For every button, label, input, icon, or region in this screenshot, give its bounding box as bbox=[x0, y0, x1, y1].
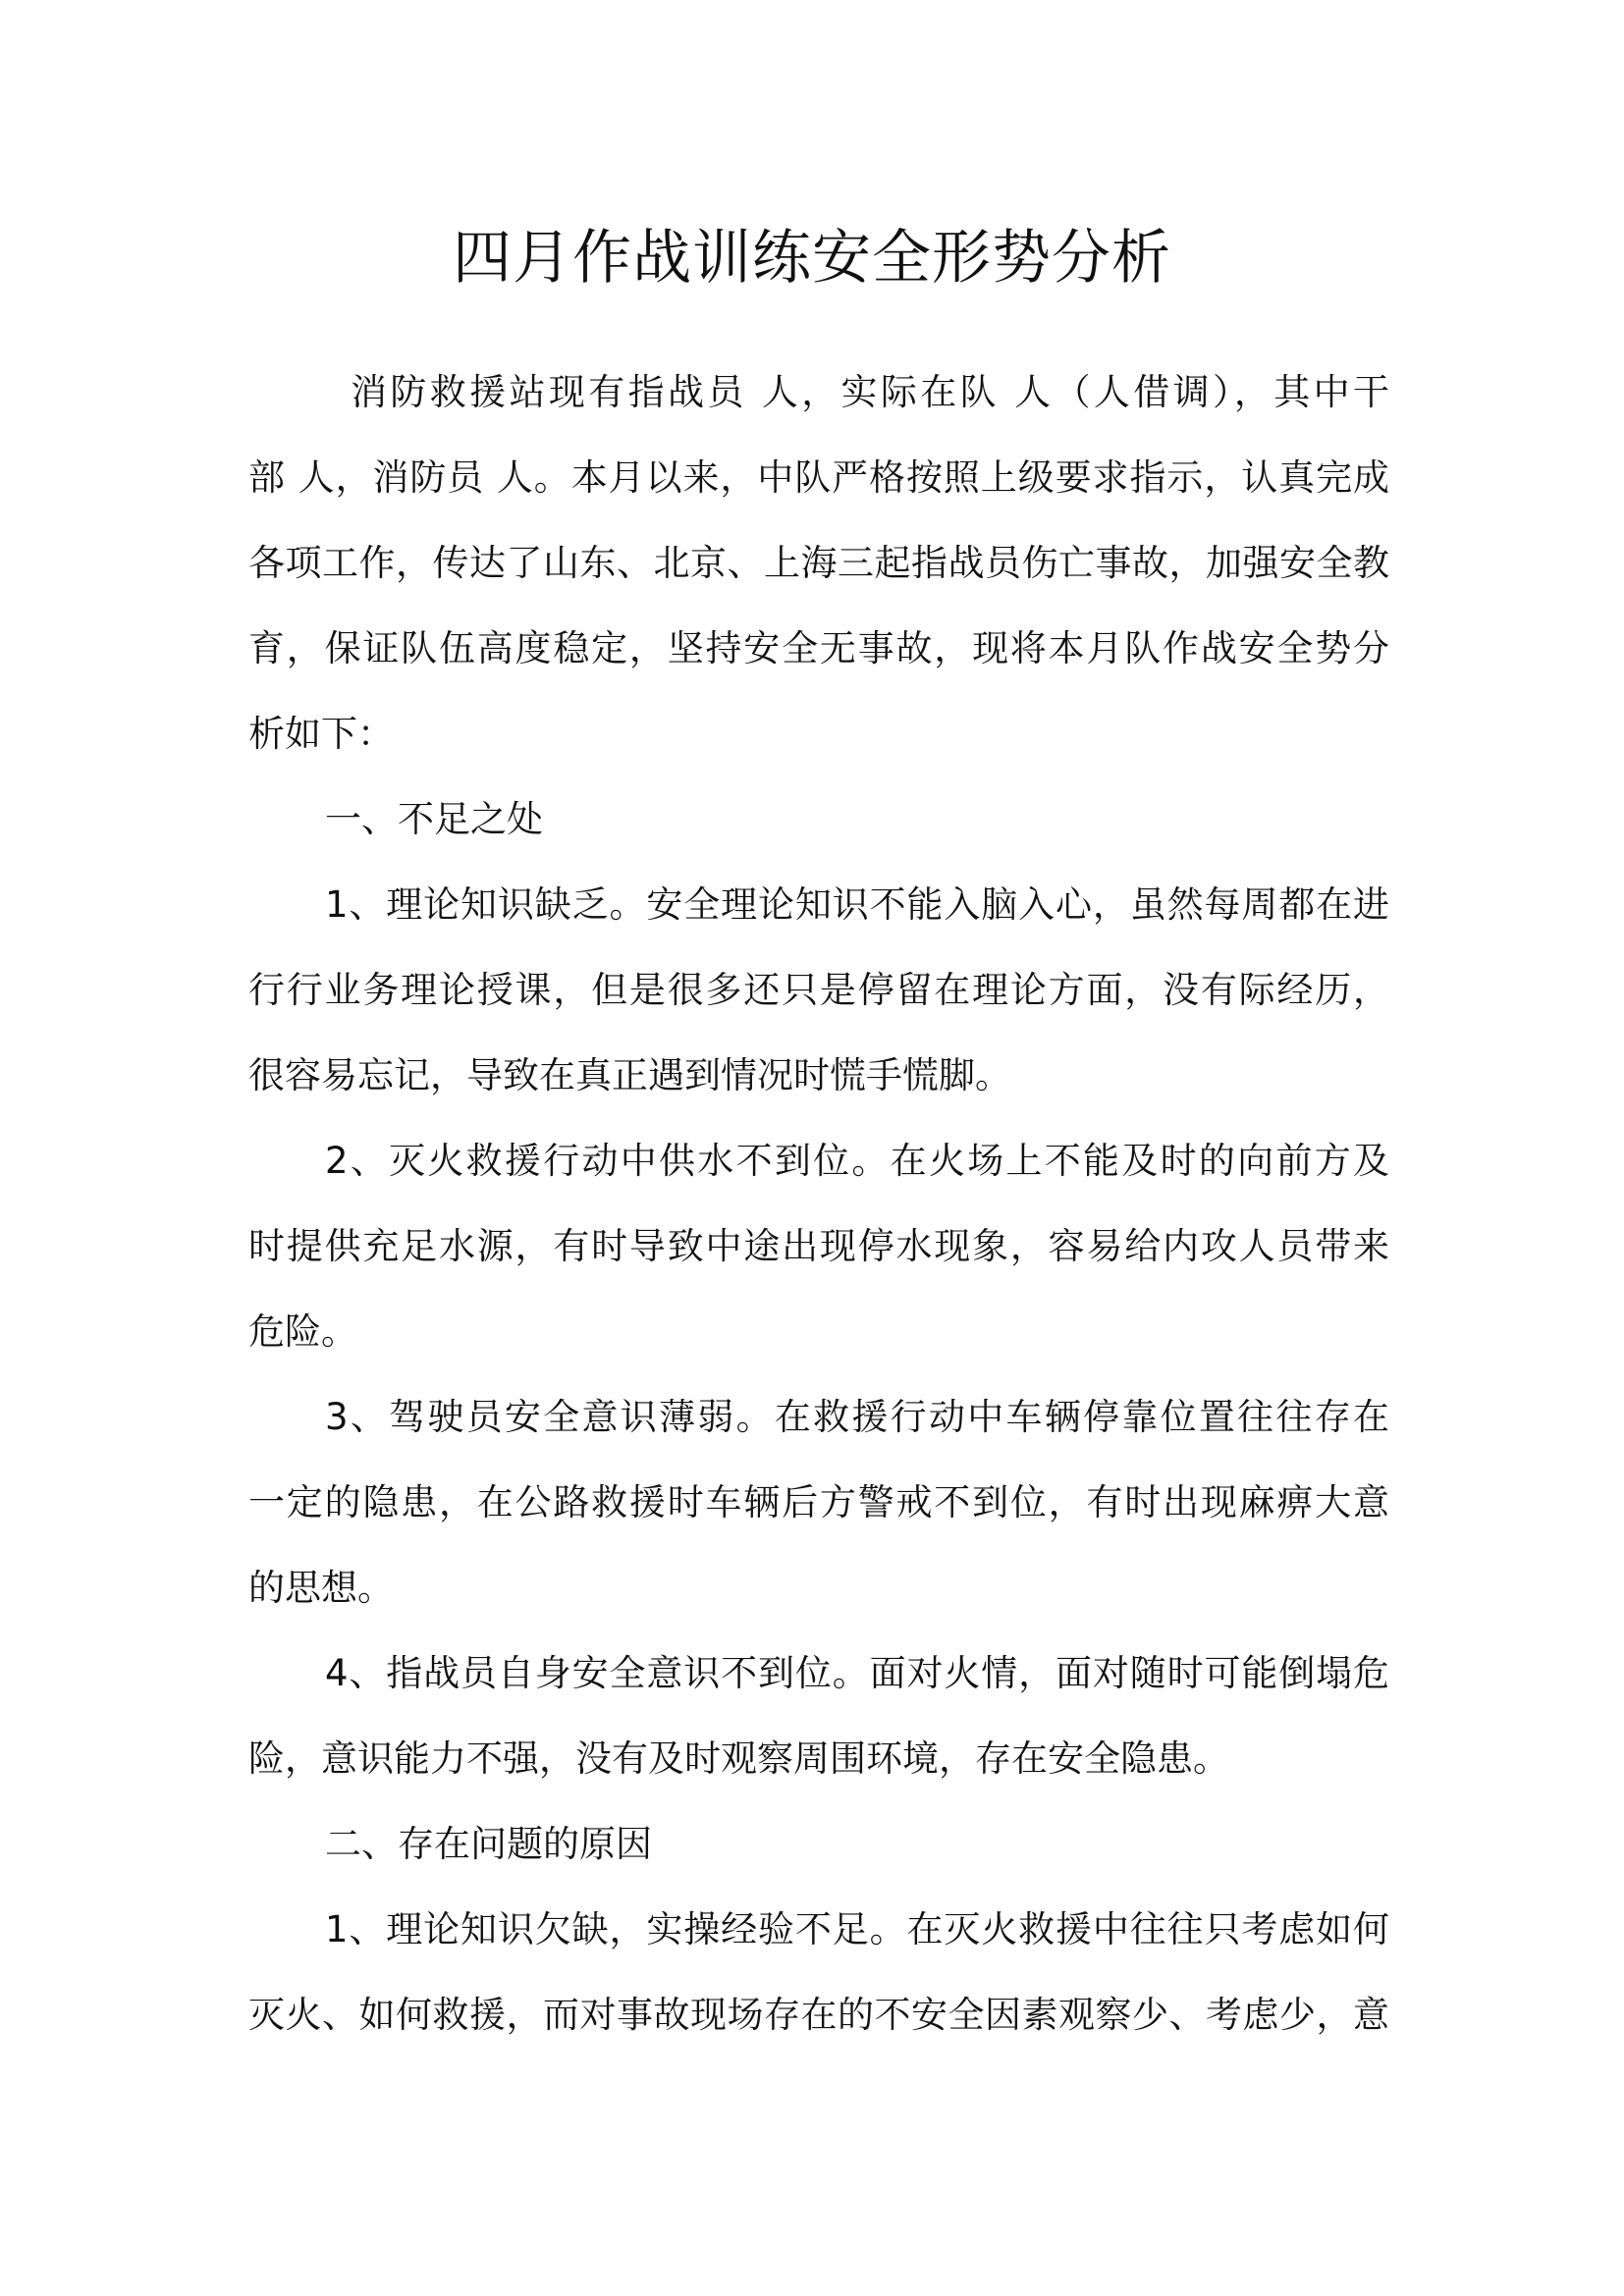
paragraph-line: 的思想。 bbox=[248, 1567, 394, 1609]
paragraph-line: 3、驾驶员安全意识薄弱。在救援行动中车辆停靠位置往往存在 bbox=[325, 1396, 1389, 1438]
document-body bbox=[248, 349, 1389, 2057]
paragraph-line: 行行业务理论授课，但是很多还只是停留在理论方面，没有际经历， bbox=[248, 969, 1389, 1011]
paragraph-line: 消防救援站现有指战员 人，实际在队 人（人借调），其中干 bbox=[351, 371, 1389, 413]
paragraph-line: 危险。 bbox=[248, 1310, 357, 1353]
paragraph-line: 灭火、如何救援，而对事故现场存在的不安全因素观察少、考虑少，意 bbox=[248, 1994, 1389, 2036]
paragraph-line: 部 人，消防员 人。本月以来，中队严格按照上级要求指示，认真完成 bbox=[248, 456, 1389, 499]
paragraph-line: 二、存在问题的原因 bbox=[325, 1823, 652, 1865]
document-title: 四月作战训练安全形势分析 bbox=[453, 224, 1171, 293]
paragraph-line: 各项工作，传达了山东、北京、上海三起指战员伤亡事故，加强安全教 bbox=[248, 542, 1389, 584]
paragraph-line: 2、灭火救援行动中供水不到位。在火场上不能及时的向前方及 bbox=[325, 1140, 1389, 1182]
paragraph-line: 育，保证队伍高度稳定，坚持安全无事故，现将本月队作战安全势分 bbox=[248, 627, 1389, 669]
paragraph-line: 4、指战员自身安全意识不到位。面对火情，面对随时可能倒塌危 bbox=[325, 1652, 1389, 1694]
paragraph-line: 1、理论知识欠缺，实操经验不足。在灭火救援中往往只考虑如何 bbox=[325, 1908, 1389, 1950]
paragraph-line: 险，意识能力不强，没有及时观察周围环境，存在安全隐患。 bbox=[248, 1737, 1229, 1780]
paragraph-line: 一、不足之处 bbox=[325, 798, 543, 840]
paragraph-line: 一定的隐患，在公路救援时车辆后方警戒不到位，有时出现麻痹大意 bbox=[248, 1481, 1389, 1523]
paragraph-line: 很容易忘记，导致在真正遇到情况时慌手慌脚。 bbox=[248, 1054, 1011, 1096]
paragraph-line: 时提供充足水源，有时导致中途出现停水现象，容易给内攻人员带来 bbox=[248, 1225, 1389, 1267]
paragraph-line: 1、理论知识缺乏。安全理论知识不能入脑入心，虽然每周都在进 bbox=[325, 883, 1389, 926]
paragraph-line: 析如下： bbox=[248, 713, 394, 755]
